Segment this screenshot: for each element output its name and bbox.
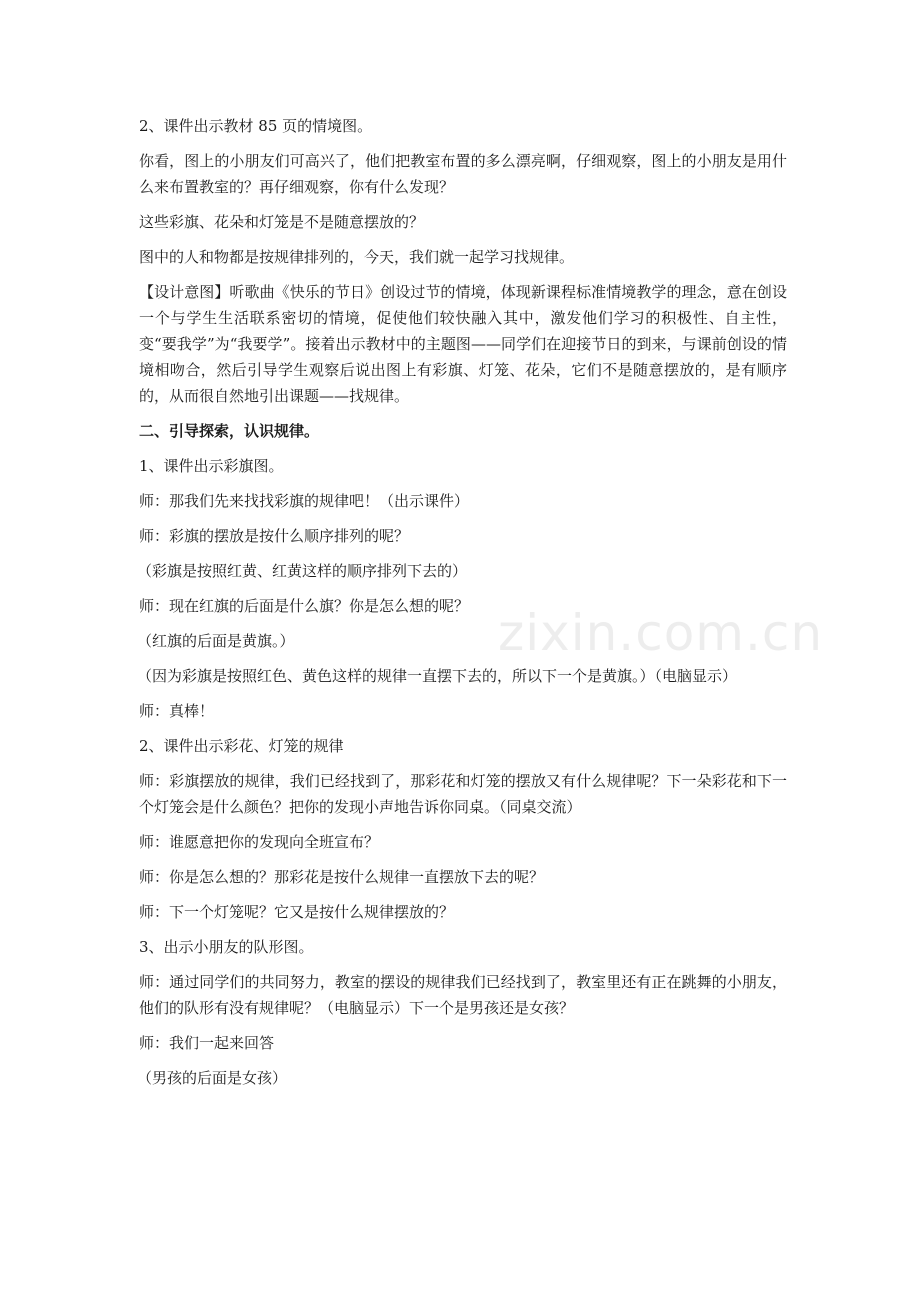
paragraph-2: 你看，图上的小朋友们可高兴了，他们把教室布置的多么漂亮啊，仔细观察，图上的小朋友是用什么来布置教室的？再仔细观察，你有什么发现？ xyxy=(139,152,787,196)
paragraph-23: （男孩的后面是女孩） xyxy=(137,1069,288,1087)
design-intent-paragraph: 【设计意图】听歌曲《快乐的节日》创设过节的情境，体现新课程标准情境教学的理念，意在创设一个与学生生活联系密切的情境，促使他们较快融入其中，激发他们学习的积极性、自主性，变“要我学”为“我要学”。接着出示教材中的主题图——同学们在迎接节日的到来，与课前创设的情境相吻合，然后引导学生观察后说出图上有彩旗、灯笼、花朵，它们不是随意摆放的，是有顺序的，从而很自然地引出课题——找规律。 xyxy=(139,283,787,405)
paragraph-10: （彩旗是按照红黄、红黄这样的顺序排列下去的） xyxy=(137,562,468,580)
paragraph-7: 1、课件出示彩旗图。 xyxy=(139,457,284,475)
paragraph-15: 2、课件出示彩花、灯笼的规律 xyxy=(139,737,344,755)
watermark: zixin.com.cn xyxy=(498,604,824,662)
paragraph-12: （红旗的后面是黄旗。） xyxy=(137,632,295,650)
document-body xyxy=(139,113,787,1100)
paragraph-22: 师：我们一起来回答 xyxy=(139,1034,275,1052)
paragraph-3: 这些彩旗、花朵和灯笼是不是随意摆放的？ xyxy=(139,213,425,231)
paragraph-4: 图中的人和物都是按规律排列的，今天，我们就一起学习找规律。 xyxy=(139,248,575,266)
paragraph-18: 师：你是怎么想的？那彩花是按什么规律一直摆放下去的呢？ xyxy=(139,868,545,886)
paragraph-16: 师：彩旗摆放的规律，我们已经找到了，那彩花和灯笼的摆放又有什么规律呢？下一朵彩花和下一个灯笼会是什么颜色？把你的发现小声地告诉你同桌。（同桌交流） xyxy=(139,772,787,816)
section-heading: 二、引导探索，认识规律。 xyxy=(139,422,320,440)
paragraph-19: 师：下一个灯笼呢？它又是按什么规律摆放的？ xyxy=(139,903,455,921)
paragraph-21: 师：通过同学们的共同努力，教室的摆设的规律我们已经找到了，教室里还有正在跳舞的小朋友，他们的队形有没有规律呢？（电脑显示）下一个是男孩还是女孩？ xyxy=(139,973,787,1017)
paragraph-13: （因为彩旗是按照红色、黄色这样的规律一直摆下去的，所以下一个是黄旗。）（电脑显示） xyxy=(137,667,738,685)
paragraph-9: 师：彩旗的摆放是按什么顺序排列的呢？ xyxy=(139,527,410,545)
paragraph-20: 3、出示小朋友的队形图。 xyxy=(139,938,314,956)
paragraph-11: 师：现在红旗的后面是什么旗？你是怎么想的呢？ xyxy=(139,597,470,615)
paragraph-8: 师：那我们先来找找彩旗的规律吧！（出示课件） xyxy=(139,492,470,510)
paragraph-1: 2、课件出示教材 85 页的情境图。 xyxy=(139,117,373,135)
paragraph-17: 师：谁愿意把你的发现向全班宣布？ xyxy=(139,833,380,851)
paragraph-14: 师：真棒！ xyxy=(139,702,215,720)
